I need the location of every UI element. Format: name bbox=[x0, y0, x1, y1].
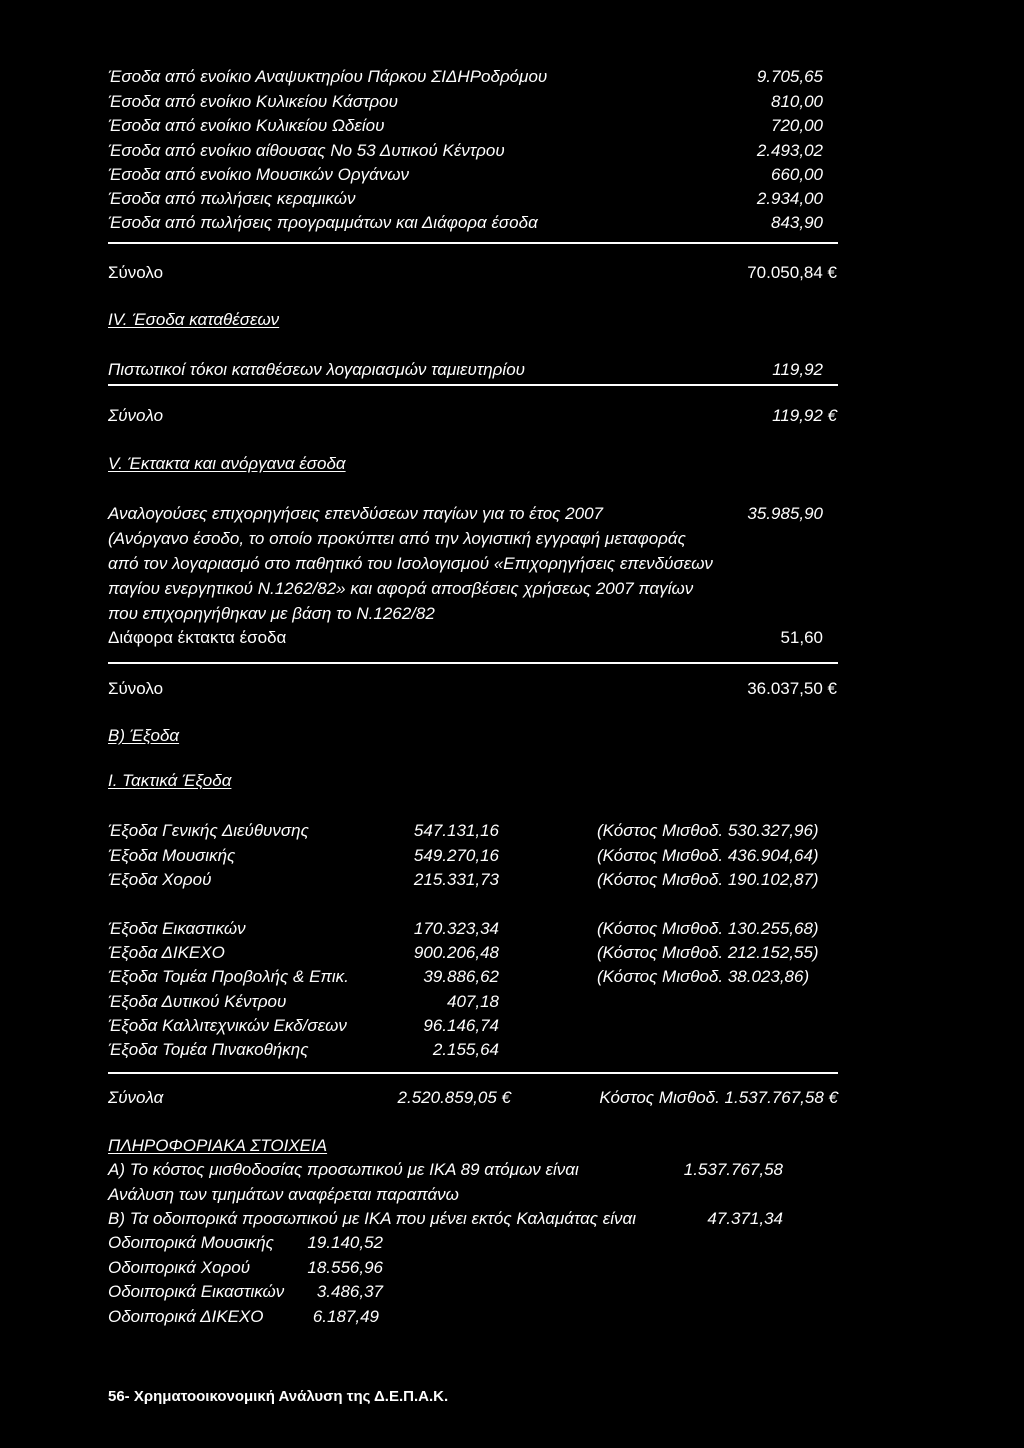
income-row-label: Έσοδα από ενοίκιο αίθουσας Νο 53 Δυτικού Κέντρου bbox=[108, 141, 505, 160]
expenses-heading: B) Έξοδα bbox=[108, 726, 180, 745]
expense-row-value: 547.131,16 bbox=[413, 821, 499, 840]
expenses-totals-value: 2.520.859,05 € bbox=[397, 1088, 511, 1107]
expense-row-label: Έξοδα Δυτικού Κέντρου bbox=[108, 992, 287, 1011]
expense-row-value: 407,18 bbox=[447, 992, 499, 1011]
expense-row-value: 2.155,64 bbox=[432, 1040, 499, 1059]
income-row-value: 720,00 bbox=[771, 116, 823, 135]
travel-label: Οδοιπορικά Μουσικής bbox=[108, 1233, 274, 1252]
extraordinary-heading: V. Έκτακτα και ανόργανα έσοδα bbox=[108, 454, 346, 473]
expense-row-label: Έξοδα Εικαστικών bbox=[108, 919, 246, 938]
income-row-value: 660,00 bbox=[771, 165, 823, 184]
extraordinary-line: που επιχορηγήθηκαν με βάση το Ν.1262/82 bbox=[108, 604, 435, 623]
deposits-heading: IV. Έσοδα καταθέσεων bbox=[108, 310, 280, 329]
income-total-label: Σύνολο bbox=[108, 263, 164, 282]
expense-row-value: 39.886,62 bbox=[423, 967, 499, 986]
travel-value: 19.140,52 bbox=[307, 1233, 383, 1252]
extraordinary-misc-label: Διάφορα έκτακτα έσοδα bbox=[108, 628, 287, 647]
income-row-value: 2.934,00 bbox=[756, 189, 823, 208]
expense-row-note: (Κόστος Μισθοδ. 530.327,96) bbox=[597, 821, 819, 840]
info-a-value: 1.537.767,58 bbox=[683, 1160, 783, 1179]
page-footer: 56- Χρηματοοικονομική Ανάλυση της Δ.Ε.Π.Α.Κ. bbox=[108, 1388, 449, 1405]
deposits-row-label: Πιστωτικοί τόκοι καταθέσεων λογαριασμών ταμιευτηρίου bbox=[108, 360, 525, 379]
info-b-label: Β) Τα οδοιπορικά προσωπικού με ΙΚΑ που μένει εκτός Καλαμάτας είναι bbox=[108, 1209, 637, 1228]
info-b-value: 47.371,34 bbox=[707, 1209, 783, 1228]
deposits-total-value: 119,92 € bbox=[772, 406, 837, 425]
expense-row-label: Έξοδα Χορού bbox=[108, 870, 212, 889]
expense-row-value: 549.270,16 bbox=[413, 846, 499, 865]
expense-row-label: Έξοδα Τομέα Πινακοθήκης bbox=[108, 1040, 309, 1059]
extraordinary-line: Αναλογούσες επιχορηγήσεις επενδύσεων παγίων για το έτος 2007 bbox=[108, 504, 603, 523]
extraordinary-misc-value: 51,60 bbox=[780, 628, 823, 647]
info-a-label: Α) Το κόστος μισθοδοσίας προσωπικού με ΙΚΑ 89 ατόμων είναι bbox=[108, 1160, 579, 1179]
expense-row-value: 900.206,48 bbox=[413, 943, 499, 962]
divider bbox=[108, 662, 838, 664]
travel-value: 3.486,37 bbox=[316, 1282, 383, 1301]
expense-row-label: Έξοδα Καλλιτεχνικών Εκδ/σεων bbox=[108, 1016, 347, 1035]
income-row-label: Έσοδα από ενοίκιο Αναψυκτηρίου Πάρκου ΣΙΔΗΡοδρόμου bbox=[108, 67, 548, 86]
income-row-label: Έσοδα από πωλήσεις προγραμμάτων και Διάφορα έσοδα bbox=[108, 213, 538, 232]
divider bbox=[108, 1072, 838, 1074]
expense-row-value: 170.323,34 bbox=[413, 919, 499, 938]
divider bbox=[108, 242, 838, 244]
expenses-totals-label: Σύνολα bbox=[108, 1088, 164, 1107]
info-a-note: Ανάλυση των τμημάτων αναφέρεται παραπάνω bbox=[108, 1185, 459, 1204]
expense-row-note: (Κόστος Μισθοδ. 38.023,86) bbox=[597, 967, 810, 986]
expense-row-note: (Κόστος Μισθοδ. 190.102,87) bbox=[597, 870, 819, 889]
expense-row-note: (Κόστος Μισθοδ. 212.152,55) bbox=[597, 943, 819, 962]
income-row-label: Έσοδα από πωλήσεις κεραμικών bbox=[108, 189, 356, 208]
expenses-subheading: I. Τακτικά Έξοδα bbox=[108, 771, 232, 790]
expense-row-note: (Κόστος Μισθοδ. 436.904,64) bbox=[597, 846, 819, 865]
extraordinary-total-label: Σύνολο bbox=[108, 679, 164, 698]
expense-row-label: Έξοδα Μουσικής bbox=[108, 846, 236, 865]
expense-row-label: Έξοδα ΔΙΚΕΧΟ bbox=[108, 943, 225, 962]
income-row-value: 843,90 bbox=[771, 213, 823, 232]
deposits-row-value: 119,92 bbox=[772, 360, 823, 379]
extraordinary-line: παγίου ενεργητικού Ν.1262/82» και αφορά αποσβέσεις χρήσεως 2007 παγίων bbox=[108, 579, 694, 598]
expense-row-label: Έξοδα Γενικής Διεύθυνσης bbox=[108, 821, 309, 840]
divider bbox=[108, 384, 838, 386]
extraordinary-line: (Ανόργανο έσοδο, το οποίο προκύπτει από την λογιστική εγγραφή μεταφοράς bbox=[108, 529, 686, 548]
expense-row-note: (Κόστος Μισθοδ. 130.255,68) bbox=[597, 919, 819, 938]
income-row-label: Έσοδα από ενοίκιο Κυλικείου Κάστρου bbox=[108, 92, 398, 111]
extraordinary-total-value: 36.037,50 € bbox=[747, 679, 837, 698]
travel-value: 18.556,96 bbox=[307, 1258, 383, 1277]
expense-row-value: 215.331,73 bbox=[413, 870, 499, 889]
travel-value: 6.187,49 bbox=[312, 1307, 379, 1326]
income-total-value: 70.050,84 € bbox=[747, 263, 837, 282]
travel-label: Οδοιπορικά Εικαστικών bbox=[108, 1282, 285, 1301]
expense-row-value: 96.146,74 bbox=[423, 1016, 499, 1035]
expenses-totals-note: Κόστος Μισθοδ. 1.537.767,58 € bbox=[599, 1088, 838, 1107]
expense-row-label: Έξοδα Τομέα Προβολής & Επικ. bbox=[108, 967, 349, 986]
income-row-label: Έσοδα από ενοίκιο Κυλικείου Ωδείου bbox=[108, 116, 385, 135]
income-row-value: 9.705,65 bbox=[756, 67, 823, 86]
income-row-value: 2.493,02 bbox=[756, 141, 823, 160]
info-heading: ΠΛΗΡΟΦΟΡΙΑΚΑ ΣΤΟΙΧΕΙΑ bbox=[108, 1136, 328, 1155]
income-row-label: Έσοδα από ενοίκιο Μουσικών Οργάνων bbox=[108, 165, 410, 184]
deposits-total-label: Σύνολο bbox=[108, 406, 164, 425]
income-row-value: 810,00 bbox=[771, 92, 823, 111]
extraordinary-line: από τον λογαριασμό στο παθητικό του Ισολογισμού «Επιχορηγήσεις επενδύσεων bbox=[108, 554, 713, 573]
travel-label: Οδοιπορικά ΔΙΚΕΧΟ bbox=[108, 1307, 264, 1326]
extraordinary-value: 35.985,90 bbox=[747, 504, 823, 523]
travel-label: Οδοιπορικά Χορού bbox=[108, 1258, 251, 1277]
